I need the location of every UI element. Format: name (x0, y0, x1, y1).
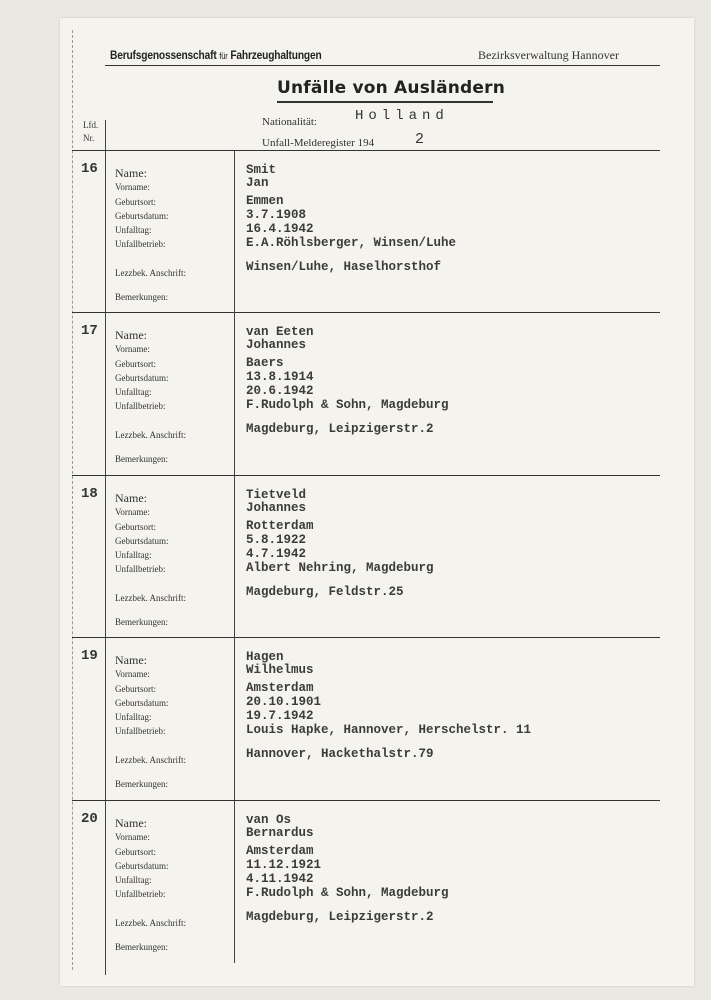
geburtsort-value: Amsterdam (246, 681, 314, 695)
name-value: van Os (246, 813, 292, 827)
anschrift-label: Lezzbek. Anschrift: (115, 918, 186, 928)
accident-entry (72, 313, 660, 475)
anschrift-label: Lezzbek. Anschrift: (115, 593, 186, 603)
anschrift-label: Lezzbek. Anschrift: (115, 268, 186, 278)
accident-entry (72, 151, 660, 313)
vorname-value: Wilhelmus (246, 663, 314, 677)
unfallbetrieb-label: Unfallbetrieb: (115, 889, 166, 899)
geburtsdatum-label: Geburtsdatum: (115, 211, 169, 221)
unfalltag-value: 19.7.1942 (246, 709, 314, 723)
nationality-label: Nationalität: (262, 116, 317, 128)
entry-number: 18 (81, 486, 98, 502)
district-office: Bezirksverwaltung Hannover (478, 48, 619, 62)
unfalltag-label: Unfalltag: (115, 550, 152, 560)
unfalltag-value: 4.7.1942 (246, 547, 307, 561)
header-rule (105, 65, 660, 66)
register-label: Unfall-Melderegister 194 (262, 137, 375, 149)
geburtsdatum-label: Geburtsdatum: (115, 861, 169, 871)
label-value-divider (234, 151, 235, 313)
title-underline (277, 101, 493, 103)
vorname-label: Vorname: (115, 507, 150, 517)
accident-entry (72, 638, 660, 800)
geburtsort-value: Amsterdam (246, 844, 314, 858)
vorname-value: Jan (246, 176, 269, 190)
name-value: Smit (246, 163, 277, 177)
unfallbetrieb-label: Unfallbetrieb: (115, 726, 166, 736)
bemerkungen-label: Bemerkungen: (115, 617, 168, 627)
anschrift-value: Hannover, Hackethalstr.79 (246, 747, 434, 761)
label-value-divider (234, 638, 235, 800)
bemerkungen-label: Bemerkungen: (115, 292, 168, 302)
unfalltag-value: 4.11.1942 (246, 872, 314, 886)
vorname-value: Johannes (246, 501, 307, 515)
anschrift-label: Lezzbek. Anschrift: (115, 755, 186, 765)
unfalltag-label: Unfalltag: (115, 225, 152, 235)
anschrift-value: Magdeburg, Feldstr.25 (246, 585, 404, 599)
bemerkungen-label: Bemerkungen: (115, 942, 168, 952)
geburtsort-label: Geburtsort: (115, 197, 156, 207)
unfallbetrieb-label: Unfallbetrieb: (115, 239, 166, 249)
anschrift-value: Magdeburg, Leipzigerstr.2 (246, 422, 434, 436)
entry-number: 19 (81, 648, 98, 664)
vorname-label: Vorname: (115, 669, 150, 679)
label-value-divider (234, 476, 235, 638)
geburtsdatum-value: 11.12.1921 (246, 858, 322, 872)
bemerkungen-label: Bemerkungen: (115, 454, 168, 464)
geburtsort-value: Baers (246, 356, 284, 370)
name-value: Hagen (246, 650, 284, 664)
unfalltag-label: Unfalltag: (115, 387, 152, 397)
name-label: Name: (115, 328, 147, 342)
page-title: Unfälle von Ausländern (277, 78, 506, 98)
geburtsdatum-value: 3.7.1908 (246, 208, 307, 222)
unfallbetrieb-value: Louis Hapke, Hannover, Herschelstr. 11 (246, 723, 532, 737)
geburtsdatum-label: Geburtsdatum: (115, 536, 169, 546)
geburtsort-value: Emmen (246, 194, 284, 208)
anschrift-value: Winsen/Luhe, Haselhorsthof (246, 260, 442, 274)
entry-number: 20 (81, 811, 98, 827)
geburtsort-label: Geburtsort: (115, 847, 156, 857)
unfalltag-label: Unfalltag: (115, 875, 152, 885)
accident-entry (72, 476, 660, 638)
label-value-divider (234, 313, 235, 475)
geburtsort-label: Geburtsort: (115, 522, 156, 532)
accident-entry (72, 801, 660, 963)
name-label: Name: (115, 166, 147, 180)
unfallbetrieb-value: Albert Nehring, Magdeburg (246, 561, 434, 575)
bemerkungen-label: Bemerkungen: (115, 779, 168, 789)
anschrift-label: Lezzbek. Anschrift: (115, 430, 186, 440)
name-label: Name: (115, 816, 147, 830)
vorname-value: Bernardus (246, 826, 314, 840)
unfallbetrieb-value: E.A.Röhlsberger, Winsen/Luhe (246, 236, 457, 250)
unfallbetrieb-value: F.Rudolph & Sohn, Magdeburg (246, 886, 449, 900)
unfalltag-value: 20.6.1942 (246, 384, 314, 398)
geburtsdatum-value: 13.8.1914 (246, 370, 314, 384)
lfd-nr-column-header: Lfd. Nr. (83, 120, 99, 143)
name-value: van Eeten (246, 325, 314, 339)
entry-number: 17 (81, 323, 98, 339)
unfallbetrieb-label: Unfallbetrieb: (115, 564, 166, 574)
unfalltag-label: Unfalltag: (115, 712, 152, 722)
nationality-value: Holland (355, 108, 449, 124)
vorname-value: Johannes (246, 338, 307, 352)
label-value-divider (234, 801, 235, 963)
geburtsdatum-value: 20.10.1901 (246, 695, 322, 709)
register-year-value: 2 (415, 131, 425, 148)
name-value: Tietveld (246, 488, 307, 502)
vorname-label: Vorname: (115, 344, 150, 354)
geburtsort-label: Geburtsort: (115, 359, 156, 369)
unfallbetrieb-label: Unfallbetrieb: (115, 401, 166, 411)
geburtsdatum-label: Geburtsdatum: (115, 698, 169, 708)
unfalltag-value: 16.4.1942 (246, 222, 314, 236)
vorname-label: Vorname: (115, 182, 150, 192)
unfallbetrieb-value: F.Rudolph & Sohn, Magdeburg (246, 398, 449, 412)
anschrift-value: Magdeburg, Leipzigerstr.2 (246, 910, 434, 924)
organization-name: Berufsgenossenschaft für Fahrzeughaltungen (110, 48, 322, 62)
geburtsdatum-value: 5.8.1922 (246, 533, 307, 547)
geburtsort-label: Geburtsort: (115, 684, 156, 694)
geburtsort-value: Rotterdam (246, 519, 314, 533)
entry-number: 16 (81, 161, 98, 177)
geburtsdatum-label: Geburtsdatum: (115, 373, 169, 383)
name-label: Name: (115, 491, 147, 505)
vorname-label: Vorname: (115, 832, 150, 842)
name-label: Name: (115, 653, 147, 667)
